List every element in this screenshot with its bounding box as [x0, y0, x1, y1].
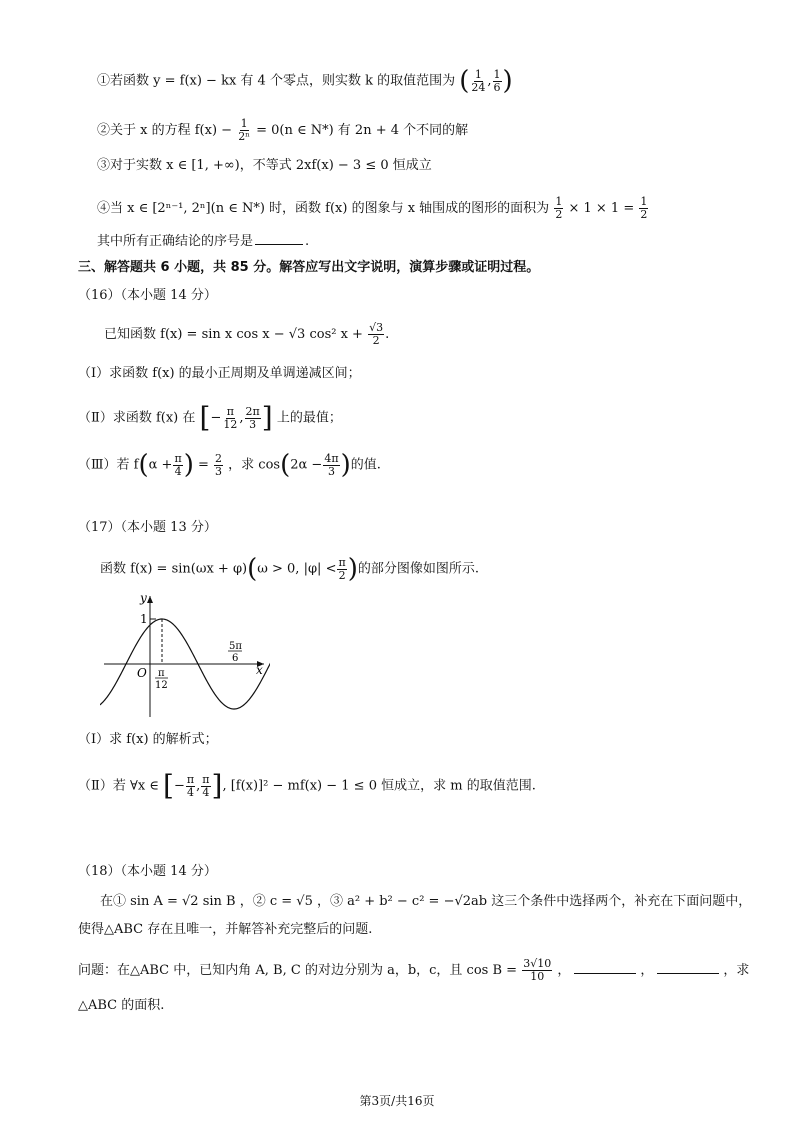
page-footer: 第3页/共16页: [359, 1094, 435, 1108]
q15-item-3: ③对于实数 x ∈ [1, +∞)，不等式 2xf(x) − 3 ≤ 0 恒成立: [97, 158, 432, 173]
q16-part-2: （Ⅱ）求函数 f(x) 在 [− $\frac{\pi}{12}$ , $\frac{2\pi}{3}$ ] 上的最值；: [78, 401, 342, 434]
q17-intro: 函数 f(x) = sin(ωx + φ)(ω > 0, |φ| < $\frac{\pi}{2}$ )的部分图像如图所示.: [100, 554, 479, 584]
x-tick-pi12-den: 12: [155, 680, 168, 691]
y-axis-arrow: [147, 596, 153, 603]
q15-answer-prompt: 其中所有正确结论的序号是 .: [97, 234, 310, 249]
q17-title: （17）（本小题 13 分）: [78, 520, 217, 535]
q16-title: （16）（本小题 14 分）: [78, 288, 217, 303]
x-axis-label: x: [256, 663, 263, 677]
q16-part-1: （Ⅰ）求函数 f(x) 的最小正周期及单调递减区间；: [78, 366, 361, 381]
origin-label: O: [137, 666, 147, 680]
q18-line-2: 使得△ABC 存在且唯一，并解答补充完整后的问题.: [78, 922, 373, 937]
condition-blank-1: [574, 973, 636, 974]
q18-line-4: △ABC 的面积.: [78, 998, 165, 1013]
q17-part-2: （Ⅱ）若 ∀x ∈ [− $\frac{\pi}{4}$ , $\frac{\pi}{4}$ ], [f(x)]² − mf(x) − 1 ≤ 0 恒成立，求 m 的取值范围.: [78, 769, 536, 802]
condition-blank-2: [657, 973, 719, 974]
q17-part-1: （Ⅰ）求 f(x) 的解析式；: [78, 732, 218, 747]
q15-item-2: ②关于 x 的方程 f(x) − $\frac{1}{\text{2ⁿ}}$ = 0(n ∈ N*) 有 2n + 4 个不同的解: [97, 117, 469, 143]
q15-item-4: ④当 x ∈ [2ⁿ⁻¹, 2ⁿ](n ∈ N*) 时，函数 f(x) 的图象与 x 轴围成的图形的面积为 $\frac{1}{2}$ × 1 × 1 = $\frac{1}{2}$: [97, 195, 648, 221]
section-3-header: 三、解答题共 6 小题，共 85 分。解答应写出文字说明，演算步骤或证明过程。: [78, 260, 540, 275]
q18-line-3: 问题：在△ABC 中，已知内角 A, B, C 的对边分别为 a，b，c，且 cos B = $\frac{3√10}{10}$ ， ， ，求: [78, 957, 750, 983]
answer-blank: [255, 244, 303, 245]
q16-part-3: （Ⅲ）若 f(α + $\frac{\pi}{4}$ ) = $\frac{2}{3}$ ，求 cos(2α − $\frac{4\pi}{3}$ )的值.: [78, 450, 381, 480]
x-tick-pi12-num: π: [158, 668, 165, 679]
y-axis-label: y: [140, 592, 147, 605]
q18-title: （18）（本小题 14 分）: [78, 864, 217, 879]
q15-item-1: ①若函数 y = f(x) − kx 有 4 个零点，则实数 k 的取值范围为 ( $\frac{1}{24}$ , $\frac{1}{6}$ ): [97, 66, 513, 96]
q16-intro: 已知函数 f(x) = sin x cos x − √3 cos² x + $\frac{√3}{2}$ .: [104, 321, 390, 347]
x-tick-5pi6-den: 6: [232, 653, 239, 664]
q17-sine-graph: [100, 592, 270, 720]
y-one-label: 1: [140, 612, 148, 626]
q18-line-1: 在① sin A = √2 sin B ，② c = √5 ，③ a² + b² − c² = −√2ab 这三个条件中选择两个，补充在下面问题中，: [100, 894, 752, 909]
x-tick-5pi6-num: 5π: [229, 641, 242, 652]
